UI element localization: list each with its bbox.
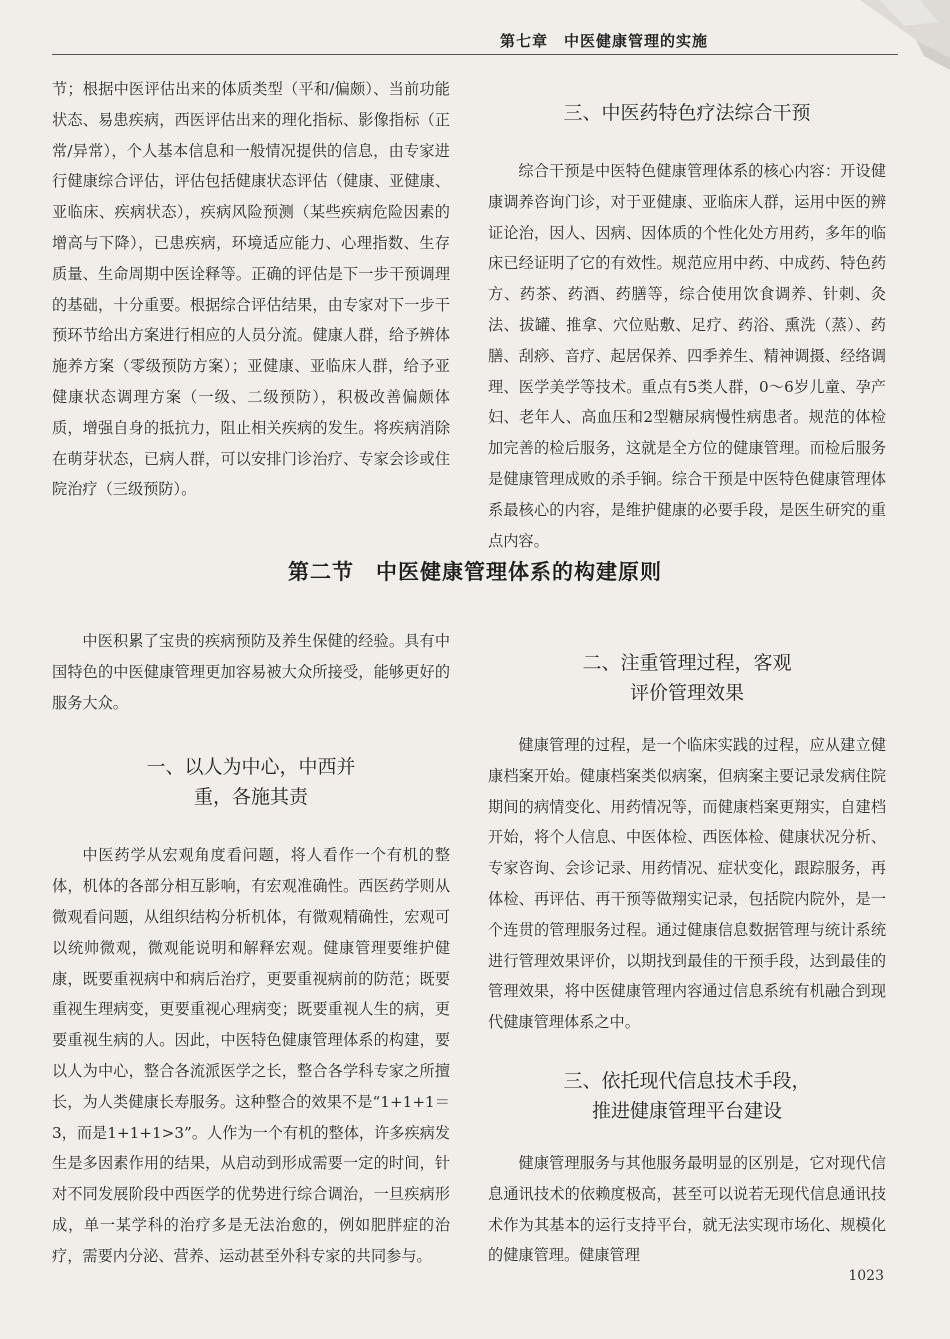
- running-header: [52, 28, 898, 55]
- heading-information-tech-line2: 推进健康管理平台建设: [591, 1099, 782, 1122]
- people-centered-paragraph: 中医药学从宏观角度看问题，将人看作一个有机的整体，机体的各部分相互影响，有宏观准确性。西医药学则从微观看问题，从组织结构分析机体，有微观精确性，宏观可以统帅微观，微观能说明和解释宏观。健康管理要维护健康，既要重视病中和病后治疗，更要重视病前的防范；既要重视生理病变，更要重视心理病变；既要重视人生的病，更要重视生病的人。因此，中医特色健康管理体系的构建，要以人为中心，整合各流派医学之长，整合各学科专家之所擅长，为人类健康长寿服务。这种整合的效果不是“1+1+1＝3，而是1+1+1>3”。人作为一个有机的整体，许多疾病发生是多因素作用的结果，从启动到形成需要一定的时间，针对不同发展阶段中西医学的优势进行综合调治，一旦疾病形成，单一某学科的治疗多是无法治愈的，例如肥胖症的治疗，需要内分泌、营养、运动甚至外科专家的共同参与。: [52, 846, 451, 1265]
- information-tech-paragraph: 健康管理服务与其他服务最明显的区别是，它对现代信息通讯技术的依赖度极高，甚至可以说若无现代信息通讯技术作为其基本的运行支持平台，就无法实现市场化、规模化的健康管理。健康管理: [488, 1153, 886, 1265]
- heading-people-centered: [52, 752, 450, 812]
- intro-paragraph: 中医积累了宝贵的疾病预防及养生保健的经验。具有中国特色的中医健康管理更加容易被大众所接受，能够更好的服务大众。: [52, 632, 450, 712]
- heading-tcm-intervention: 三、中医药特色疗法综合干预: [563, 102, 811, 124]
- heading-information-tech-line1: 三、依托现代信息技术手段，: [563, 1069, 811, 1092]
- right-column-bottom: [488, 648, 886, 1271]
- heading-people-centered-line2: 重，各施其责: [193, 786, 308, 809]
- intervention-paragraph: 综合干预是中医特色健康管理体系的核心内容：开设健康调养咨询门诊，对于亚健康、亚临床人群，运用中医的辨证论治，因人、因病、因体质的个性化处方用药，多年的临床已经证明了它的有效性。规范应用中药、中成药、特色药方、药茶、药酒、药膳等，综合使用饮食调养、针刺、灸法、拔罐、推拿、穴位贴敷、足疗、药浴、熏洗（蒸）、药膳、刮痧、音疗、起居保养、四季养生、精神调摄、经络调理、医学美学等技术。重点有5类人群，0～6岁儿童、孕产妇、老年人、高血压和2型糖尿病慢性病患者。规范的体检加完善的检后服务，这就是全方位的健康管理。而检后服务是健康管理成败的杀手锏。综合干预是中医特色健康管理体系最核心的内容，是维护健康的必要手段，是医生研究的重点内容。: [488, 162, 886, 550]
- section-title: 第二节 中医健康管理体系的构建原则: [288, 559, 662, 584]
- heading-management-process: [488, 648, 886, 708]
- chapter-title: 第七章 中医健康管理的实施: [499, 32, 708, 50]
- page-number: 1023: [848, 1268, 884, 1284]
- heading-management-process-line1: 二、注重管理过程，客观: [582, 652, 792, 674]
- assessment-paragraph: 节；根据中医评估出来的体质类型（平和/偏颇）、当前功能状态、易患疾病，西医评估出来的理化指标、影像指标（正常/异常），个人基本信息和一般情况提供的信息，由专家进行健康综合评估，评估包括健康状态评估（健康、亚健康、亚临床、疾病状态），疾病风险预测（某些疾病危险因素的增高与下降），已患疾病，环境适应能力、心理指数、生存质量、生命周期中医诠释等。正确的评估是下一步干预调理的基础，十分重要。根据综合评估结果，由专家对下一步干预环节给出方案进行相应的人员分流。健康人群，给予辨体施养方案（零级预防方案）；亚健康、亚临床人群，给予亚健康状态调理方案（一级、二级预防），积极改善偏颇体质，增强自身的抵抗力，阻止相关疾病的发生。将疾病消除在萌芽状态，已病人群，可以安排门诊治疗、专家会诊或住院治疗（三级预防）。: [52, 80, 450, 499]
- left-column-top: [52, 74, 450, 505]
- heading-information-tech: [488, 1066, 886, 1126]
- left-column-bottom: [52, 626, 450, 1272]
- right-column-top: [488, 98, 886, 556]
- heading-management-process-line2: 评价管理效果: [629, 682, 744, 704]
- management-process-paragraph: 健康管理的过程，是一个临床实践的过程，应从建立健康档案开始。健康档案类似病案，但病案主要记录发病住院期间的病情变化、用药情况等，而健康档案更翔实，自建档开始，将个人信息、中医体检、西医体检、健康状况分析、专家咨询、会诊记录、用药情况、症状变化，跟踪服务，再体检、再评估、再干预等做翔实记录，包括院内院外，是一个连贯的管理服务过程。通过健康信息数据管理与统计系统进行管理效果评价，以期找到最佳的干预手段，达到最佳的管理效果，将中医健康管理内容通过信息系统有机融合到现代健康管理体系之中。: [488, 736, 886, 1032]
- heading-people-centered-line1: 一、以人为中心，中西并: [146, 756, 356, 779]
